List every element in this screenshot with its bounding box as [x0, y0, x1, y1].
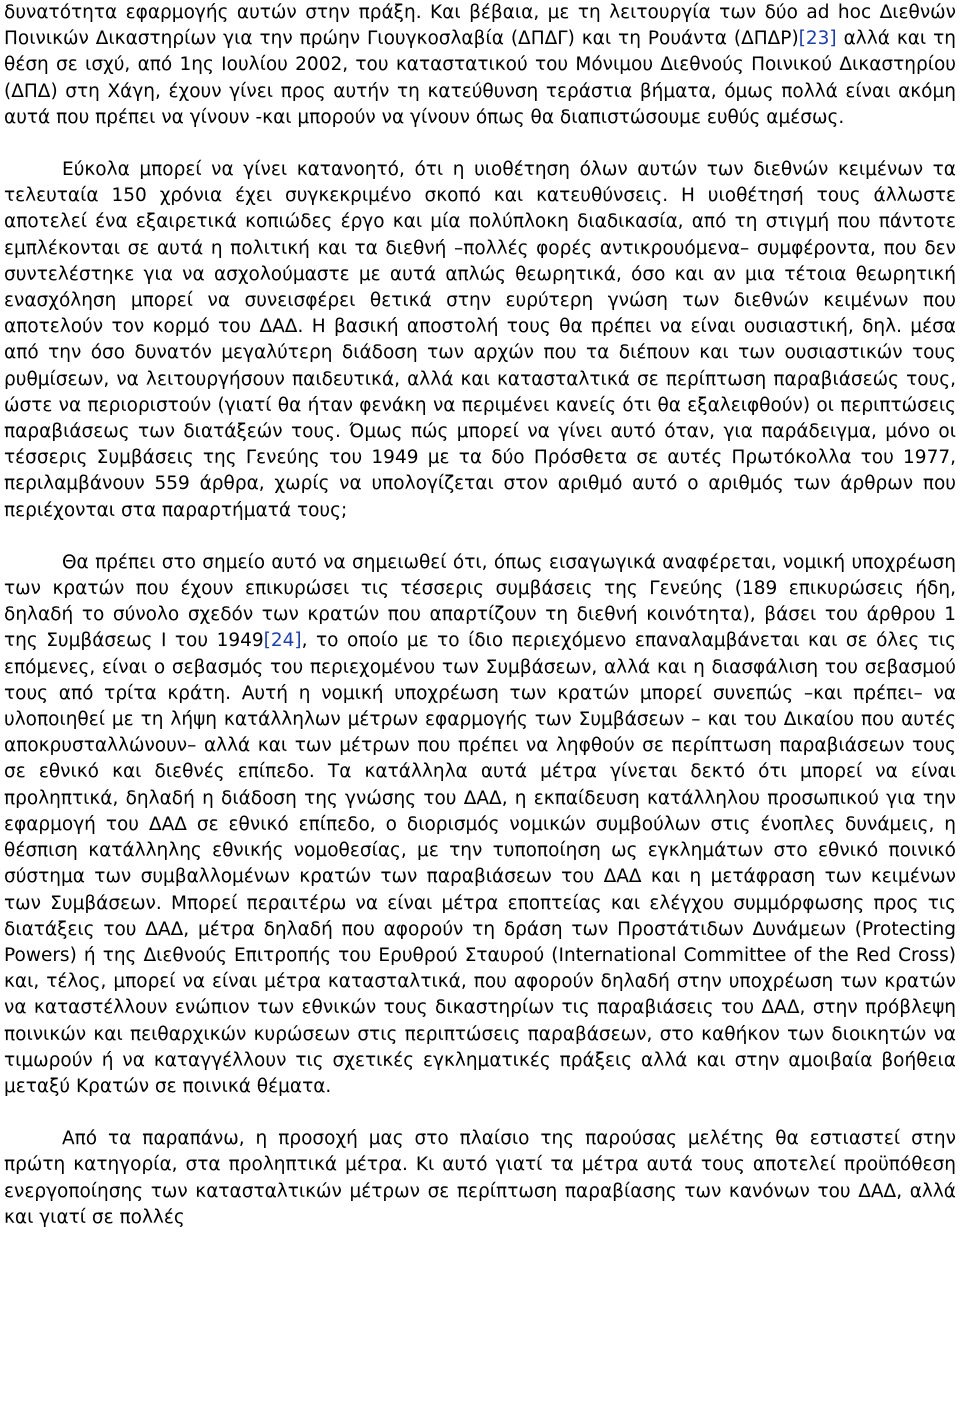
paragraph-1-text-b: αλλά και τη θέση σε ισχύ, από 1ης Ιουλίου 2002, του καταστατικού του Μόνιμου Διεθνούς Ποινικού Δικαστηρίου (ΔΠΔ) στη Χάγη, έχουν γίνει προς αυτήν τη κατεύθυνση τεράστια βήματα, όμως πολλά είναι ακόμη αυτά που πρέπει να γίνουν -και μπορούν να γίνουν όπως θα διαπιστώσουμε ευθύς αμέσως.	[4, 28, 956, 128]
paragraph-3-text-b: , το οποίο με το ίδιο περιεχόμενο επαναλαμβάνεται και σε όλες τις επόμενες, είναι ο σεβασμός του περιεχομένου των Συμβάσεων, αλλά και η διασφάλιση του σεβασμού τους από τρίτα κράτη. Αυτή η νομική υποχρέωση των κρατών μπορεί συνεπώς –και πρέπει– να υλοποιηθεί με τη λήψη κατάλληλων μέτρων εφαρμογής των Συμβάσεων – και του Δικαίου που αυτές αποκρυσταλλώνουν– αλλά και των μέτρων που πρέπει να ληφθούν σε περίπτωση παραβιάσεων τους σε εθνικό και διεθνές επίπεδο. Τα κατάλληλα αυτά μέτρα γίνεται δεκτό ότι μπορεί να είναι προληπτικά, δηλαδή η διάδοση της γνώσης του ΔΑΔ, η εκπαίδευση κατάλληλου προσωπικού για την εφαρμογή του ΔΑΔ σε εθνικό επίπεδο, ο διορισμός νομικών συμβούλων στις ένοπλες δυνάμεις, η θέσπιση κατάλληλης εθνικής νομοθεσίας, με την τυποποίηση ως εγκλημάτων στο εθνικό ποινικό σύστημα των συμβαλλομένων κρατών των παραβιάσεων του ΔΑΔ και η μετάφραση των κειμένων των Συμβάσεων. Μπορεί περαιτέρω να είναι μέτρα εποπτείας και ελέγχου συμμόρφωσης προς τις διατάξεις του ΔΑΔ, μέτρα δηλαδή που αφορούν τη δράση των Προστάτιδων Δυνάμεων (Protecting Powers) ή της Διεθνούς Επιτροπής του Ερυθρού Σταυρού (International Committee of the Red Cross) και, τέλος, μπορεί να είναι μέτρα κατασταλτικά, που αφορούν δηλαδή στην υποχρέωση των κρατών να καταστέλλουν ενώπιον των εθνικών τους δικαστηρίων τις παραβιάσεις του ΔΑΔ, στην πρόβλεψη ποινικών και πειθαρχικών κυρώσεων στις περιπτώσεις παραβάσεων, στο καθήκον των διοικητών να τιμωρούν ή να καταγγέλλουν τις σχετικές εγκληματικές πράξεις αλλά και στην αμοιβαία βοήθεια μεταξύ Κρατών σε ποινικά θέματα.	[4, 630, 956, 1097]
paragraph-4-text: Από τα παραπάνω, η προσοχή μας στο πλαίσιο της παρούσας μελέτης θα εστιαστεί στην πρώτη κατηγορία, στα προληπτικά μέτρα. Κι αυτό γιατί τα μέτρα αυτά τους αποτελεί προϋπόθεση ενεργοποίησης των κατασταλτικών μέτρων σε περίπτωση παραβίασης των κανόνων του ΔΑΔ, αλλά και γιατί σε πολλές	[4, 1128, 956, 1228]
paragraph-2	[4, 157, 956, 524]
paragraph-1	[4, 0, 956, 131]
paragraph-2-text: Εύκολα μπορεί να γίνει κατανοητό, ότι η υιοθέτηση όλων αυτών των διεθνών κειμένων τα τελευταία 150 χρόνια έχει συγκεκριμένο σκοπό και κατευθύνσεις. Η υιοθέτησή τους άλλωστε αποτελεί ένα εξαιρετικά κοπιώδες έργο και μία πολύπλοκη διαδικασία, από τη στιγμή που πάντοτε εμπλέκονται σε αυτά η πολιτική και τα διεθνή –πολλές φορές αντικρουόμενα– συμφέροντα, που δεν συντελέστηκε για να ασχολούμαστε με αυτά απλώς θεωρητικά, όσο και αν μια τέτοια θεωρητική ενασχόληση μπορεί να συνεισφέρει θετικά στην ευρύτερη γνώση των διεθνών κειμένων που αποτελούν τον κορμό του ΔΑΔ. Η βασική αποστολή τους θα πρέπει να είναι ουσιαστική, δηλ. μέσα από την όσο δυνατόν μεγαλύτερη διάδοση των αρχών που τα διέπουν και των ουσιαστικών τους ρυθμίσεων, να λειτουργήσουν παιδευτικά, αλλά και κατασταλτικά σε περίπτωση παραβιάσεώς τους, ώστε να περιοριστούν (γιατί θα ήταν φενάκη να περιμένει κανείς ότι θα εξαλειφθούν) οι περιπτώσεις παραβιάσεως των διατάξεών τους. Όμως πώς μπορεί να γίνει αυτό όταν, για παράδειγμα, μόνο οι τέσσερις Συμβάσεις της Γενεύης του 1949 με τα δύο Πρόσθετα σε αυτές Πρωτόκολλα του 1977, περιλαμβάνουν 559 άρθρα, χωρίς να υπολογίζεται στον αριθμό αυτό ο αριθμός των άρθρων που περιέχονται στα παραρτήματά τους;	[4, 159, 956, 521]
paragraph-spacer	[4, 1100, 956, 1126]
paragraph-3-text-a: Θα πρέπει στο σημείο αυτό να σημειωθεί ότι, όπως εισαγωγικά αναφέρεται, νομική υποχρέωση των κρατών που έχουν επικυρώσει τις τέσσερις συμβάσεις της Γενεύης (189 επικυρώσεις ήδη, δηλαδή το σύνολο σχεδόν των κρατών που απαρτίζουν τη διεθνή κοινότητα), βάσει του άρθρου 1 της Συμβάσεως Ι του 1949	[4, 551, 956, 652]
paragraph-spacer	[4, 524, 956, 550]
footnote-link-23[interactable]: [23]	[798, 28, 837, 50]
paragraph-1-text-a: δυνατότητα εφαρμογής αυτών στην πράξη. Και βέβαια, με τη λειτουργία των δύο ad hoc Διεθνών Ποινικών Δικαστηρίων για την πρώην Γιουγκοσλαβία (ΔΠΔΓ) και τη Ρουάντα (ΔΠΔΡ)	[4, 2, 956, 50]
footnote-link-24[interactable]: [24]	[263, 630, 302, 652]
paragraph-3	[4, 550, 956, 1100]
paragraph-spacer	[4, 131, 956, 157]
document-page	[4, 0, 956, 1231]
paragraph-4	[4, 1126, 956, 1231]
